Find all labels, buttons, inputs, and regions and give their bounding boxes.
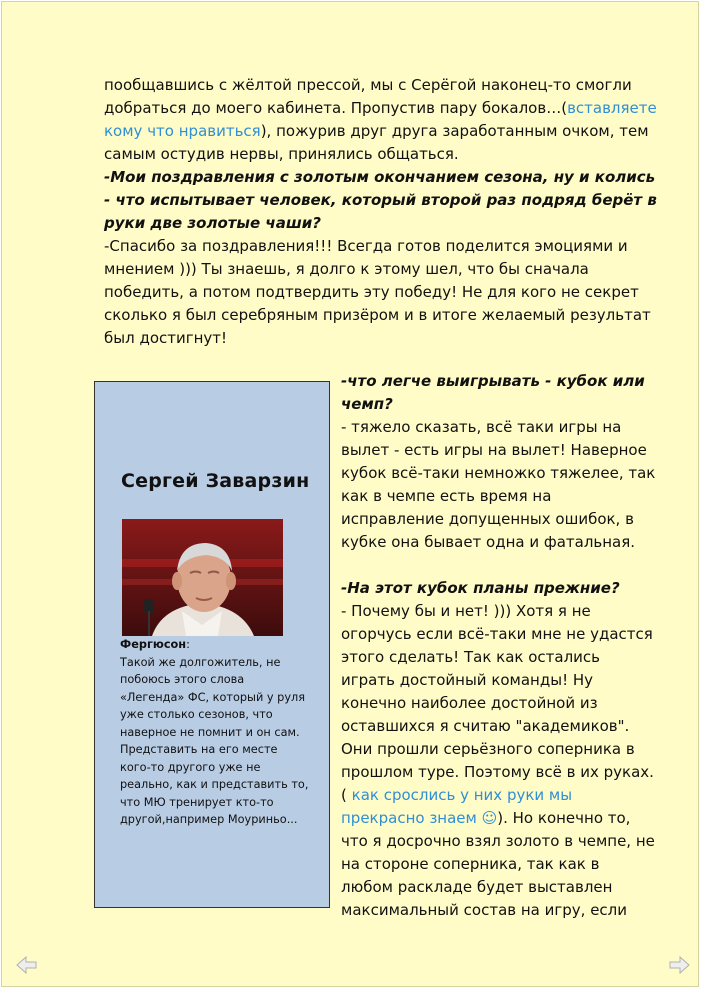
caption-colon: :: [186, 638, 190, 651]
coach-photo: [122, 519, 283, 636]
answer-3-text: - Почему бы и нет! ))) Хотя я не огорчусь если всё-таки мне не удастся этого сделать! Так как остались играть достойный команды! Ну конечно наиболее достойной из оставшихся я считаю "академиков". Они прошли серьёзного соперника в прошлом туре. Поэтому всё в их руках.(: [341, 602, 654, 804]
intro-text: пообщавшись с жёлтой прессой, мы с Серёгой наконец-то смогли добраться до моего кабинета. Пропустив пару бокалов…(: [104, 76, 632, 117]
caption-label: Фергюсон: [120, 638, 187, 651]
profile-name: Сергей Заварзин: [121, 470, 310, 492]
question-1: -Мои поздравления с золотым окончанием сезона, ну и колись - что испытывает человек, который второй раз подряд берёт в руки две золотые чаши?: [104, 168, 657, 232]
interview-column: [341, 370, 656, 922]
page: [1, 1, 699, 987]
question-2: -что легче выигрывать - кубок или чемп?: [341, 372, 645, 413]
caption-text: Такой же долгожитель, не побоюсь этого слова «Легенда» ФС, который у руля уже столько сезонов, что наверное не помнит и он сам. Представить на его месте кого-то другого уже не реально, как и представить то, что МЮ тренирует кто-то другой,например Моуриньо...: [120, 655, 309, 826]
answer-3-text-end: ). Но конечно то, что я досрочно взял золото в чемпе, не на стороне соперника, так как в любом раскладе будет выставлен максимальный состав на игру, если: [341, 809, 655, 919]
intro-paragraph: [104, 74, 664, 166]
paragraph-gap: [341, 554, 656, 577]
intro-link[interactable]: вставляете кому что нравиться: [104, 99, 657, 140]
answer-3: [341, 600, 656, 922]
answer-1: -Спасибо за поздравления!!! Всегда готов поделится эмоциями и мнением ))) Ты знаешь, я долго к этому шел, что бы сначала победить, а потом подтвердить эту победу! Не для кого не секрет сколько я был серебряным призёром и в итоге желаемый результат был достигнут!: [104, 237, 651, 347]
intro-text-end: ), пожурив друг друга заработанным очком, тем самым остудив нервы, принялись общаться.: [104, 122, 649, 163]
intro-text-block: [104, 74, 664, 350]
profile-sidebar: [94, 381, 330, 908]
answer-3-link[interactable]: как срослись у них руки мы прекрасно знаем ☺: [341, 786, 573, 827]
answer-2: - тяжело сказать, всё таки игры на вылет - есть игры на вылет! Наверное кубок всё-таки немножко тяжелее, так как в чемпе есть время на исправление допущенных ошибок, в кубке она бывает одна и фатальная.: [341, 418, 656, 551]
arrow-left-icon[interactable]: [16, 955, 38, 975]
photo-caption: [120, 636, 310, 829]
arrow-right-icon[interactable]: [668, 955, 690, 975]
question-3: -На этот кубок планы прежние?: [341, 579, 620, 597]
